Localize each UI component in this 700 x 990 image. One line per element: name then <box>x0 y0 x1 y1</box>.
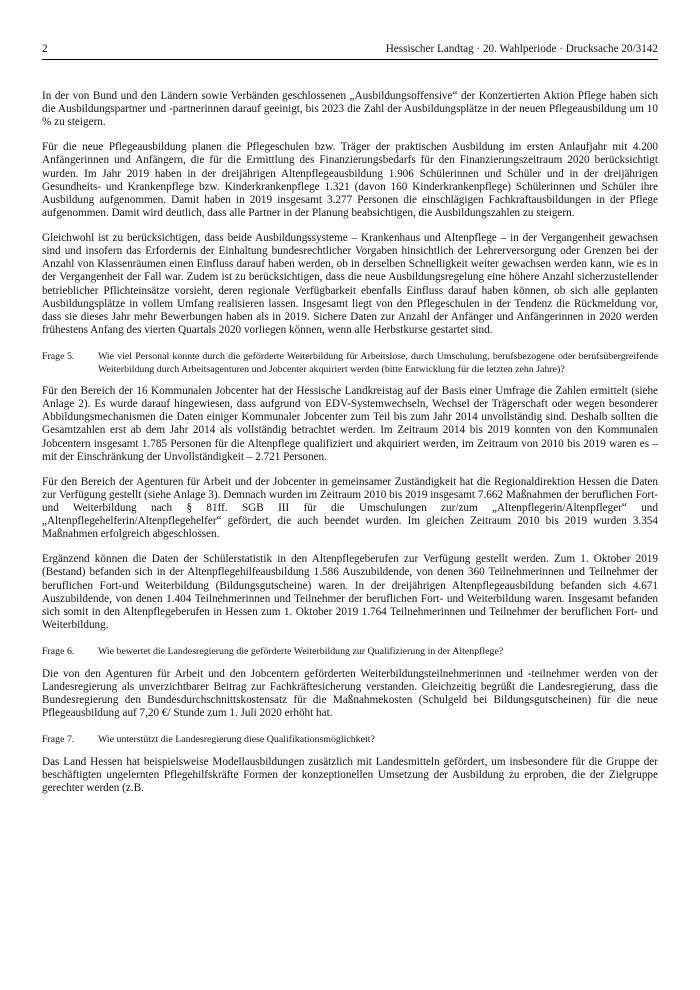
page-header <box>42 42 658 60</box>
paragraph-schuelerstatistik: Ergänzend können die Daten der Schülerstatistik in den Altenpflegeberufen zur Verfügung gestellt werden. Zum 1. Oktober 2019 (Bestand) befanden sich in der Altenpflegehilfeausbildung 1.586 Auszubildende, von denen 360 Teilnehmerinnen und Teilnehmer der beruflichen Fort-und Weiterbildung (Bildungsgutscheine) waren. In der dreijährigen Altenpflegeausbildung befanden sich 4.671 Auszubildende, von denen 1.404 Teilnehmerinnen und Teilnehmer der beruflichen Fort- und Weiterbildung waren. Insgesamt befanden sich somit in den Altenpflegeberufen in Hessen zum 1. Oktober 2019 1.764 Teilnehmerinnen und Teilnehmer der beruflichen Fort- und Weiterbildung. <box>42 553 658 632</box>
paragraph-ausbildungsoffensive: In der von Bund und den Ländern sowie Verbänden geschlossenen „Ausbildungsoffensive“ der Konzertierten Aktion Pflege haben sich die Ausbildungspartner und -partnerinnen darauf geeinigt, bis 2023 die Zahl der Ausbildungsplätze in der neuen Pflegeausbildung um 10 % zu steigern. <box>42 90 658 129</box>
question-5-label: Frage 5. <box>42 351 75 363</box>
document-body <box>42 90 658 807</box>
header-rule <box>42 59 658 60</box>
question-5 <box>42 351 658 375</box>
question-6 <box>42 646 658 658</box>
question-5-text: Wie viel Personal konnte durch die geförderte Weiterbildung für Arbeitslose, durch Umschulung, berufsbezogene oder berufsübergreifende Weiterbildung durch Arbeitsagenturen und Jobcenter akquiriert werden (bitte Entwicklung für die letzten zehn Jahre)? <box>98 351 658 375</box>
question-6-text: Wie bewertet die Landesregierung die geförderte Weiterbildung zur Qualifizierung in der Altenpflege? <box>98 646 504 658</box>
paragraph-ausbildungssysteme: Gleichwohl ist zu berücksichtigen, dass beide Ausbildungssysteme – Krankenhaus und Altenpflege – in der Vergangenheit gewachsen sind und insofern das Erfordernis der Einhaltung bundesrechtlicher Vorgaben hinsichtlich der Lehrerversorgung oder Grenzen bei der Anzahl von Klassenräumen einen Einfluss darauf haben werden, ob in derselben Schnelligkeit weiter gewachsen werden kann, wie es in der Vergangenheit der Fall war. Zudem ist zu berücksichtigen, dass die neue Ausbildungsregelung eine höhere Anzahl sicherzustellender betrieblicher Pflichteinsätze vorsieht, deren regionale Verfügbarkeit ebenfalls Einfluss darauf haben können, ob sich alle geplanten Ausbildungsplätze in vollem Umfang realisieren lassen. Insgesamt liegt von den Pflegeschulen in der Tendenz die Rückmeldung vor, dass sie dieses Jahr mehr Bewerbungen haben als in 2019. Sichere Daten zur Anzahl der Anfänger und Anfängerinnen in 2020 werden frühestens Anfang des vierten Quartals 2020 vorliegen können, wenn alle Herbstkurse gestartet sind. <box>42 231 658 337</box>
paragraph-modellausbildungen: Das Land Hessen hat beispielsweise Modellausbildungen zusätzlich mit Landesmitteln gefördert, um insbesondere für die Gruppe der beschäftigten ungelernten Pflegehilfskräfte Formen der konzeptionellen Umsetzung der Ausbildung zu erproben, die der Zielgruppe gerechter werden (z.B. <box>42 755 658 794</box>
running-title: Hessischer Landtag · 20. Wahlperiode · Drucksache 20/3142 <box>385 43 658 55</box>
question-7 <box>42 734 658 746</box>
paragraph-kommunale-jobcenter: Für den Bereich der 16 Kommunalen Jobcenter hat der Hessische Landkreistag auf der Basis einer Umfrage die Zahlen ermittelt (siehe Anlage 2). Es wurde darauf hingewiesen, dass aufgrund von EDV-Systemwechseln, Wechsel der Trägerschaft oder wegen besonderer Abbildungsmechanismen die Daten einiger Kommunaler Jobcenter zum Teil bis zum Jahr 2014 unvollständig sind. Deshalb sollten die Gesamtzahlen erst ab dem Jahr 2014 als vollständig betrachtet werden. Im Zeitraum 2014 bis 2019 konnten von den Kommunalen Jobcentern insgesamt 1.785 Personen für die Altenpflege qualifiziert und akquiriert werden, im Zeitraum von 2010 bis 2019 waren es – mit der Einschränkung der Unvollständigkeit – 2.721 Personen. <box>42 384 658 463</box>
question-6-label: Frage 6. <box>42 646 75 658</box>
question-7-text: Wie unterstützt die Landesregierung diese Qualifikationsmöglichkeit? <box>98 734 375 746</box>
paragraph-bewertung-weiterbildung: Die von den Agenturen für Arbeit und den Jobcentern geförderten Weiterbildungsteilnehmerinnen und -teilnehmer werden von der Landesregierung als unverzichtbarer Beitrag zur Fachkräftesicherung verstanden. Gleichzeitig begrüßt die Landesregierung, dass die Bundesregierung den Bundesdurchschnittskostensatz für die Maßnahmekosten (Schulgeld bei Bildungsgutscheinen) für die neue Pflegeausbildung auf 7,20 €/ Stunde zum 1. Juli 2020 erhöht hat. <box>42 667 658 720</box>
question-7-label: Frage 7. <box>42 734 75 746</box>
paragraph-agenturen-fuer-arbeit: Für den Bereich der Agenturen für Arbeit und der Jobcenter in gemeinsamer Zuständigkeit hat die Regionaldirektion Hessen die Daten zur Verfügung gestellt (siehe Anlage 3). Demnach wurden im Zeitraum 2010 bis 2019 insgesamt 7.662 Maßnahmen der beruflichen Fort- und Weiterbildung nach § 81ff. SGB III für die Umschulungen zur/zum „Altenpflegerin/Altenpfleger“ und „Altenpflegehelferin/Altenpflegehelfer“ gefördert, die auch beendet wurden. Im gleichen Zeitraum 2010 bis 2019 wurden 3.354 Maßnahmen erfolgreich abgeschlossen. <box>42 475 658 541</box>
paragraph-pflegeausbildung-planung: Für die neue Pflegeausbildung planen die Pflegeschulen bzw. Träger der praktischen Ausbildung im ersten Anlaufjahr mit 4.200 Anfängerinnen und Anfängern, die für die Ermittlung des Finanzierungsbedarfs für den Finanzierungszeitraum 2020 berücksichtigt wurden. Im Jahr 2019 haben in der dreijährigen Altenpflegeausbildung 1.906 Schülerinnen und Schüler und in der dreijährigen Gesundheits- und Krankenpflege bzw. Kinderkrankenpflege 1.321 (davon 160 Kinderkrankenpflege) Schülerinnen und Schüler ihre Ausbildung aufgenommen. Damit haben in 2019 insgesamt 3.277 Personen die einschlägigen Fachkraftausbildungen in der Pflege aufgenommen. Damit wird deutlich, dass alle Partner in der Planung beabsichtigen, die Ausbildungszahlen zu steigern. <box>42 141 658 220</box>
page-number: 2 <box>42 43 48 55</box>
